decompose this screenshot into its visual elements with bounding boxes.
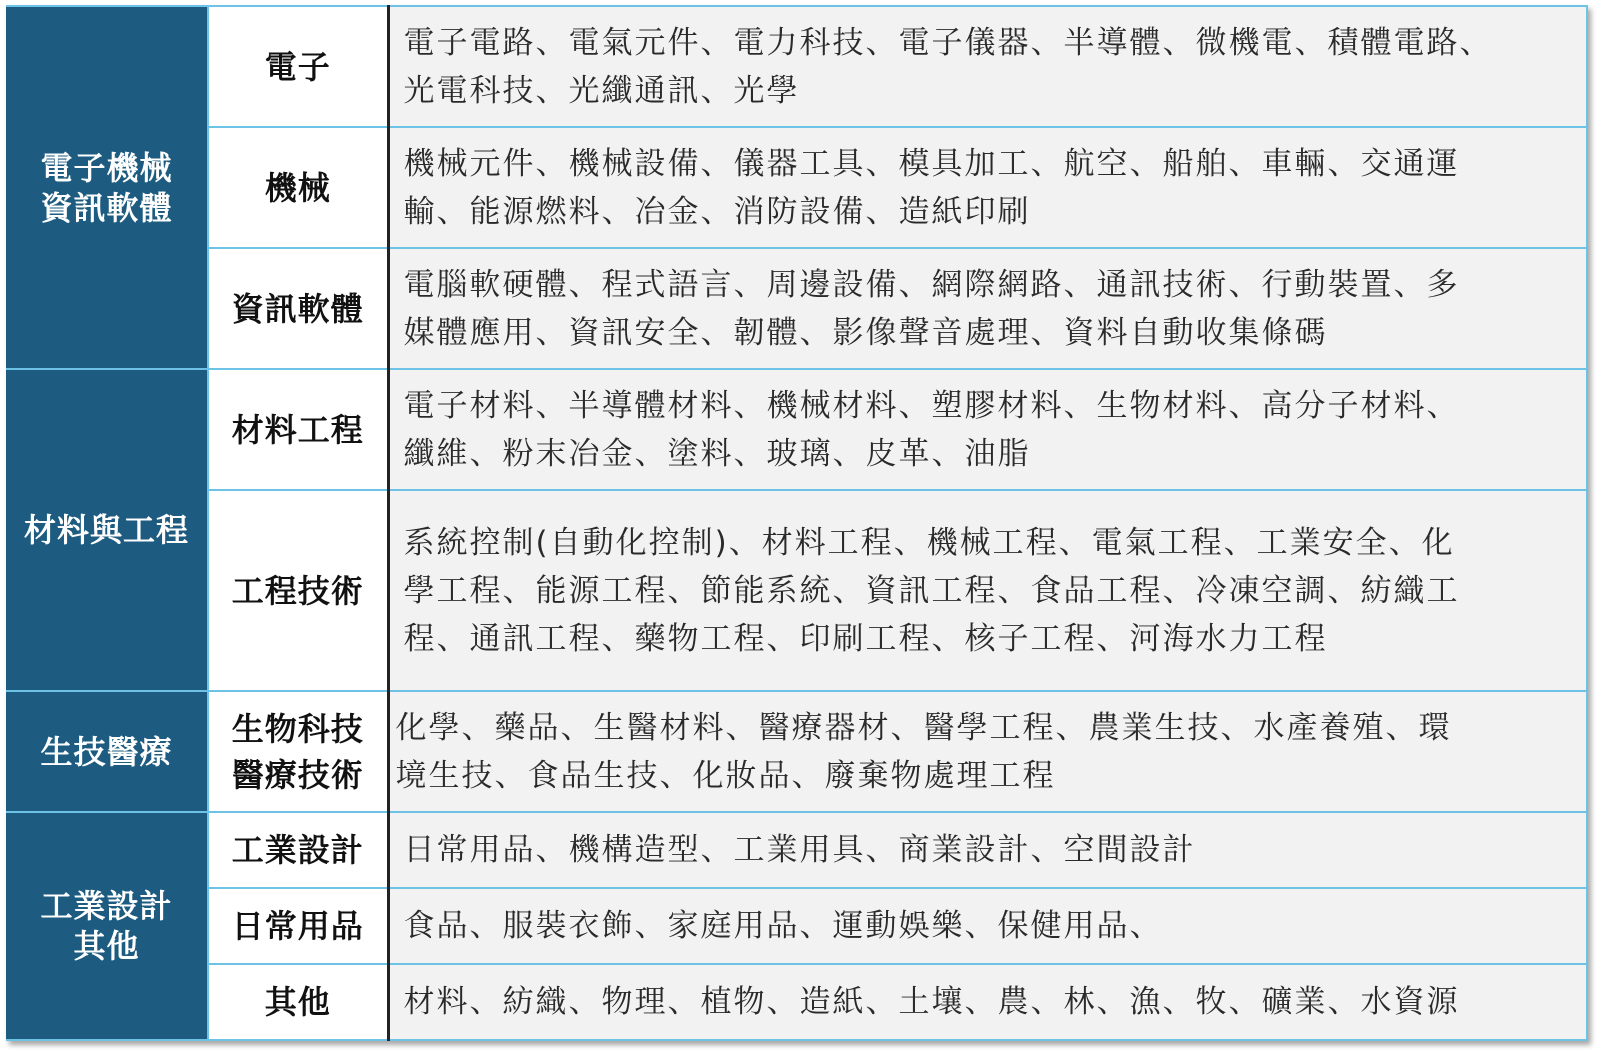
items-line: 電子材料、半導體材料、機械材料、塑膠材料、生物材料、高分子材料、 xyxy=(403,387,1460,424)
items-line: 光電科技、光纖通訊、光學 xyxy=(403,72,800,109)
items-line: 電子電路、電氣元件、電力科技、電子儀器、半導體、微機電、積體電路、 xyxy=(403,24,1493,61)
subcategory-daily-goods xyxy=(208,888,388,964)
subcategory-engineering-tech xyxy=(208,490,388,691)
items-industrial-design xyxy=(388,812,1587,888)
subcategory-biotech xyxy=(208,691,388,812)
table-row-machinery xyxy=(6,127,1587,248)
items-line: 日常用品、機構造型、工業用具、商業設計、空間設計 xyxy=(403,832,1196,869)
table-row-biotech xyxy=(6,691,1587,812)
subcategory-label: 工程技術 xyxy=(231,571,364,610)
items-line: 化學、藥品、生醫材料、醫療器材、醫學工程、農業生技、水產養殖、環 xyxy=(395,709,1452,746)
items-line: 境生技、食品生技、化妝品、廢棄物處理工程 xyxy=(395,757,1056,794)
subcategory-label: 醫療技術 xyxy=(231,755,364,794)
subcategory-other xyxy=(208,964,388,1040)
category-label-line: 工業設計 xyxy=(40,887,173,926)
items-line: 材料、紡織、物理、植物、造紙、土壤、農、林、漁、牧、礦業、水資源 xyxy=(403,984,1460,1020)
items-line: 機械元件、機械設備、儀器工具、模具加工、航空、船舶、車輛、交通運 xyxy=(403,145,1460,182)
subcategory-industrial-design xyxy=(208,812,388,888)
items-engineering-tech xyxy=(388,490,1587,691)
category-biotech-medical xyxy=(6,691,208,812)
category-label-line: 電子機械 xyxy=(40,148,173,187)
items-line: 電腦軟硬體、程式語言、周邊設備、網際網路、通訊技術、行動裝置、多 xyxy=(403,266,1460,303)
category-materials-engineering xyxy=(6,369,208,691)
items-line: 程、通訊工程、藥物工程、印刷工程、核子工程、河海水力工程 xyxy=(403,620,1328,657)
category-table xyxy=(6,5,1588,1041)
items-line: 學工程、能源工程、節能系統、資訊工程、食品工程、冷凍空調、紡織工 xyxy=(403,572,1460,609)
items-line: 食品、服裝衣飾、家庭用品、運動娛樂、保健用品、 xyxy=(403,908,1163,945)
subcategory-label: 日常用品 xyxy=(231,907,364,946)
table-row-other xyxy=(6,964,1587,1040)
items-electronics xyxy=(388,6,1587,127)
subcategory-label: 機械 xyxy=(264,168,331,207)
table-row-materials xyxy=(6,369,1587,490)
items-materials xyxy=(388,369,1587,490)
items-line: 纖維、粉末冶金、塗料、玻璃、皮革、油脂 xyxy=(403,435,1031,472)
category-electronics-it xyxy=(6,6,208,369)
category-label-line: 材料與工程 xyxy=(23,511,189,550)
category-label-line: 其他 xyxy=(73,927,140,966)
subcategory-machinery xyxy=(208,127,388,248)
items-other xyxy=(388,964,1587,1040)
items-daily-goods xyxy=(388,888,1587,964)
subcategory-software xyxy=(208,248,388,369)
subcategory-materials xyxy=(208,369,388,490)
subcategory-label: 電子 xyxy=(264,47,331,86)
subcategory-label: 工業設計 xyxy=(231,831,364,870)
items-machinery xyxy=(388,127,1587,248)
category-table-container xyxy=(6,5,1588,1041)
subcategory-label: 材料工程 xyxy=(231,410,364,449)
items-line: 媒體應用、資訊安全、韌體、影像聲音處理、資料自動收集條碼 xyxy=(403,314,1328,351)
subcategory-label: 其他 xyxy=(264,983,331,1021)
table-row-electronics xyxy=(6,6,1587,127)
category-label-line: 生技醫療 xyxy=(40,732,173,771)
category-label-line: 資訊軟體 xyxy=(40,188,173,227)
subcategory-label: 資訊軟體 xyxy=(231,289,364,328)
items-software xyxy=(388,248,1587,369)
subcategory-electronics xyxy=(208,6,388,127)
subcategory-label: 生物科技 xyxy=(231,709,364,748)
items-biotech xyxy=(388,691,1587,812)
table-row-engineering-tech xyxy=(6,490,1587,691)
category-design-other xyxy=(6,812,208,1040)
table-row-daily-goods xyxy=(6,888,1587,964)
items-line: 系統控制(自動化控制)、材料工程、機械工程、電氣工程、工業安全、化 xyxy=(403,524,1455,561)
table-row-software xyxy=(6,248,1587,369)
items-line: 輸、能源燃料、冶金、消防設備、造紙印刷 xyxy=(403,193,1031,230)
table-row-industrial-design xyxy=(6,812,1587,888)
